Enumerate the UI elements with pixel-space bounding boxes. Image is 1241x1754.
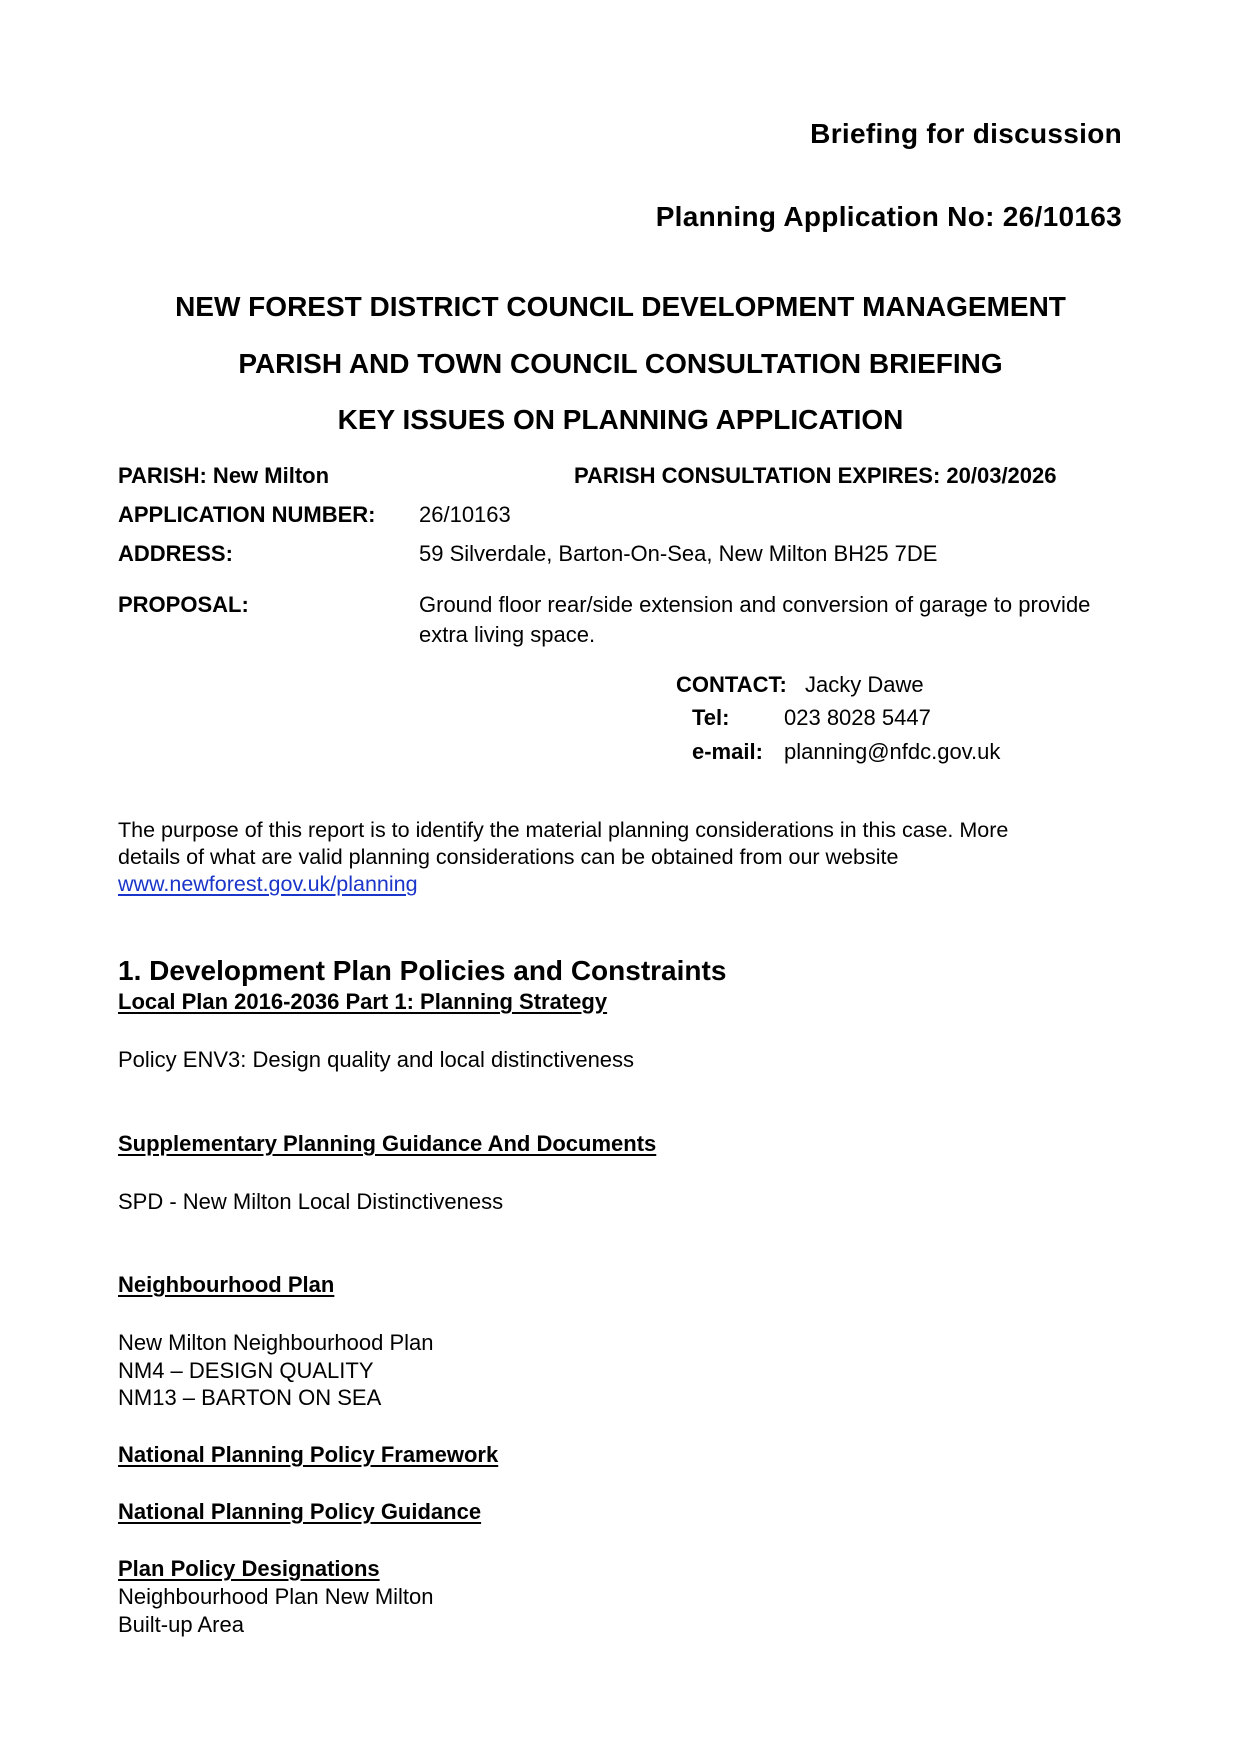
email-value: planning@nfdc.gov.uk — [784, 739, 1001, 764]
proposal-label: PROPOSAL: — [118, 592, 249, 617]
designation-item: Built-up Area — [118, 1612, 244, 1637]
designations-heading: Plan Policy Designations — [118, 1556, 380, 1581]
purpose-line-2: details of what are valid planning considerations can be obtained from our website — [118, 845, 899, 869]
np-item: NM4 – DESIGN QUALITY — [118, 1358, 374, 1383]
proposal-line-1: Ground floor rear/side extension and conversion of garage to provide — [419, 592, 1091, 617]
title-council: NEW FOREST DISTRICT COUNCIL DEVELOPMENT MANAGEMENT — [175, 291, 1066, 322]
policy-env3: Policy ENV3: Design quality and local distinctiveness — [118, 1047, 635, 1072]
neighbourhood-plan-heading: Neighbourhood Plan — [118, 1272, 335, 1297]
np-item: NM13 – BARTON ON SEA — [118, 1385, 382, 1410]
designation-item: Neighbourhood Plan New Milton — [118, 1584, 434, 1609]
email-label: e-mail: — [692, 739, 763, 764]
contact-label: CONTACT: — [676, 672, 787, 697]
purpose-line-1: The purpose of this report is to identify the material planning considerations in this case. More — [118, 818, 1009, 842]
tel-value: 023 8028 5447 — [784, 705, 931, 730]
consultation-expiry: PARISH CONSULTATION EXPIRES: 20/03/2026 — [574, 463, 1057, 488]
proposal-line-2: extra living space. — [419, 622, 596, 647]
tel-label: Tel: — [692, 705, 730, 730]
nppg-heading: National Planning Policy Guidance — [118, 1499, 482, 1524]
title-key-issues: KEY ISSUES ON PLANNING APPLICATION — [337, 404, 904, 435]
address-value: 59 Silverdale, Barton-On-Sea, New Milton BH25 7DE — [419, 541, 938, 566]
application-number-label: APPLICATION NUMBER: — [118, 502, 376, 527]
application-number-value: 26/10163 — [419, 502, 511, 527]
nppf-heading: National Planning Policy Framework — [118, 1442, 499, 1467]
np-item: New Milton Neighbourhood Plan — [118, 1330, 434, 1355]
spd-item: SPD - New Milton Local Distinctiveness — [118, 1189, 504, 1214]
parish-label: PARISH: New Milton — [118, 463, 330, 488]
local-plan-heading: Local Plan 2016-2036 Part 1: Planning Strategy — [118, 989, 608, 1014]
address-label: ADDRESS: — [118, 541, 233, 566]
website-link[interactable]: www.newforest.gov.uk/planning — [118, 872, 418, 896]
section-1-heading: 1. Development Plan Policies and Constraints — [118, 955, 727, 986]
contact-name: Jacky Dawe — [805, 672, 924, 697]
spg-heading: Supplementary Planning Guidance And Documents — [118, 1131, 657, 1156]
briefing-heading: Briefing for discussion — [810, 118, 1122, 149]
title-briefing: PARISH AND TOWN COUNCIL CONSULTATION BRIEFING — [238, 348, 1003, 379]
application-number-heading: Planning Application No: 26/10163 — [655, 201, 1122, 232]
